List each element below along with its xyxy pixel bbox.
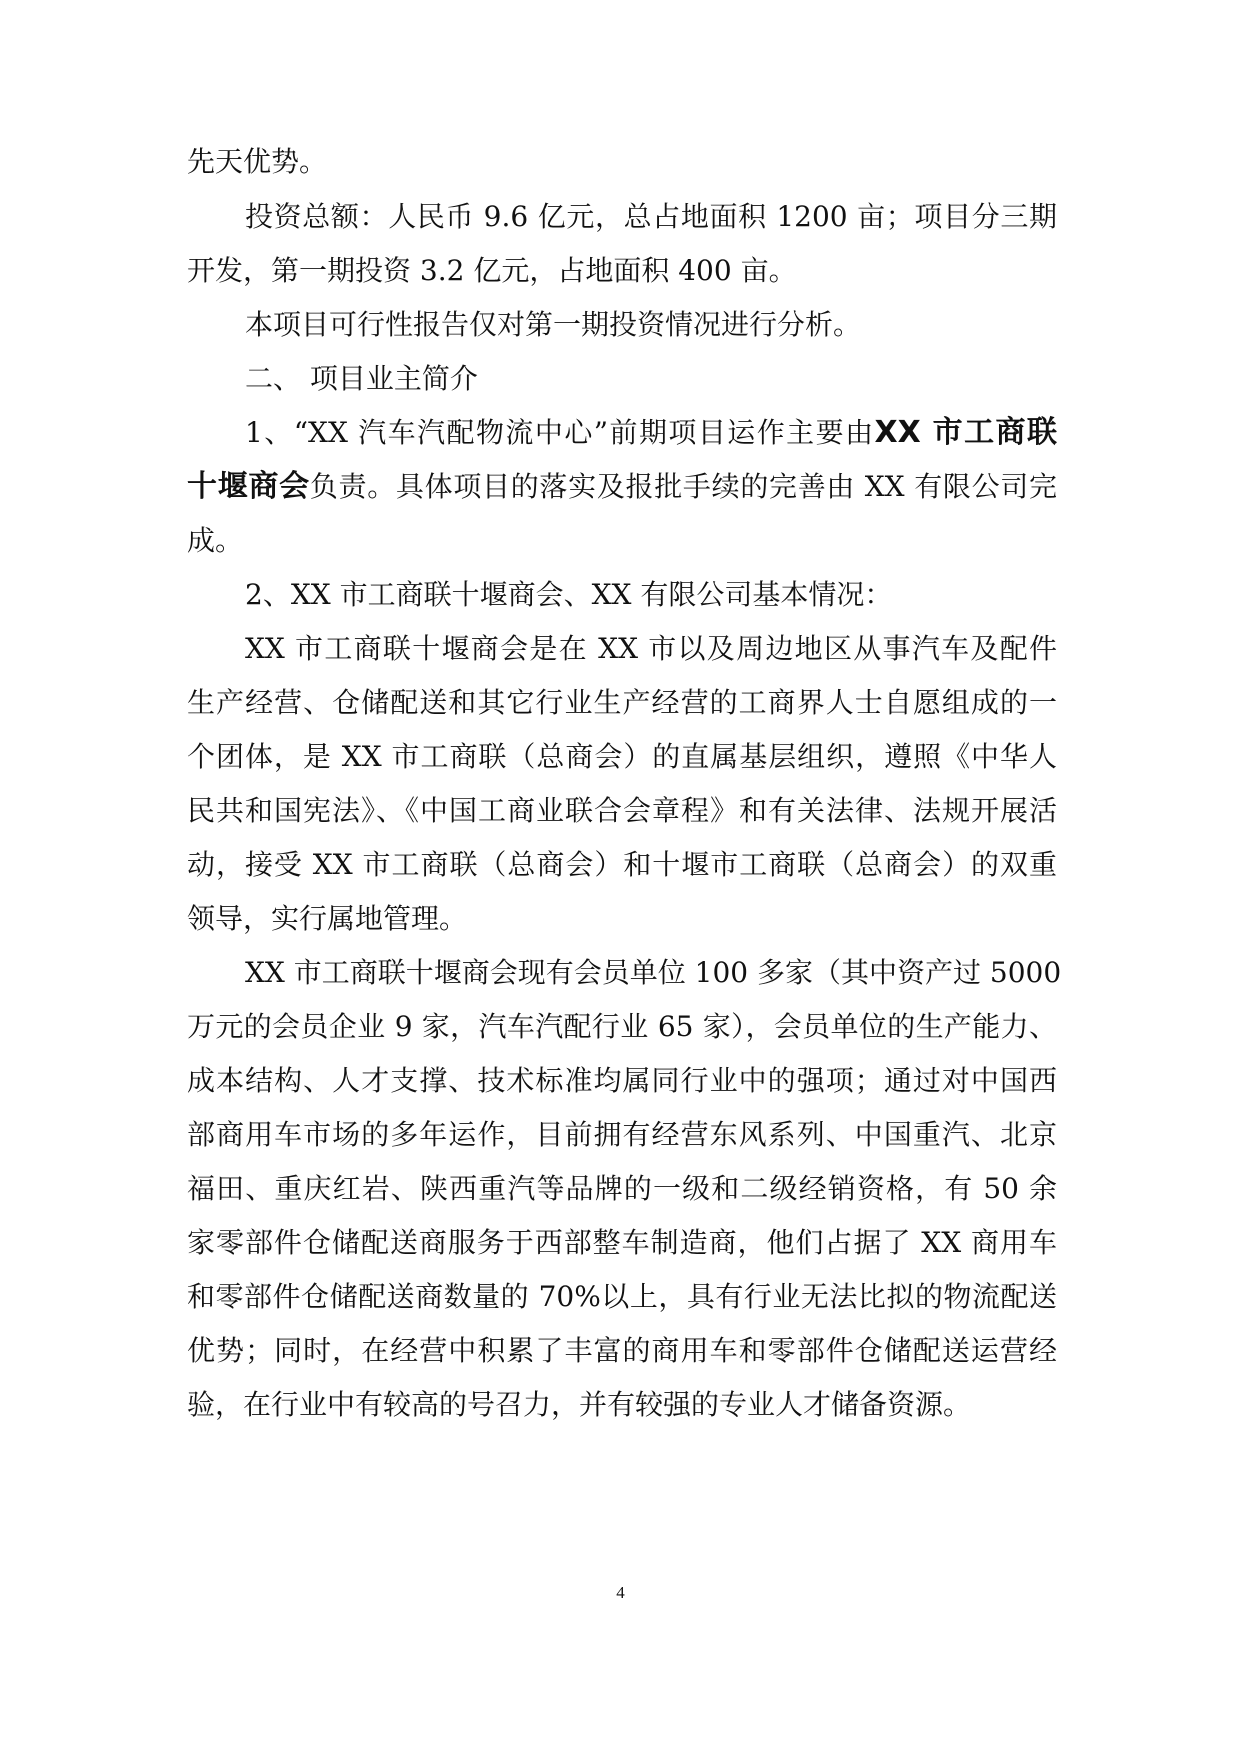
paragraph-line: 验，在行业中有较高的号召力，并有较强的专业人才储备资源。 (187, 1388, 972, 1421)
paragraph-line: XX 市工商联十堰商会是在 XX 市以及周边地区从事汽车及配件 (245, 632, 1057, 665)
paragraph-text: 1、“XX 汽车汽配物流中心”前期项目运作主要由 (245, 416, 875, 449)
paragraph-line: 成本结构、人才支撑、技术标准均属同行业中的强项；通过对中国西 (187, 1064, 1057, 1097)
paragraph-line: 动，接受 XX 市工商联（总商会）和十堰市工商联（总商会）的双重 (187, 848, 1057, 881)
paragraph-line: 成。 (187, 524, 244, 557)
paragraph-line: 家零部件仓储配送商服务于西部整车制造商，他们占据了 XX 商用车 (187, 1226, 1057, 1259)
paragraph-text: 负责。具体项目的落实及报批手续的完善由 XX 有限公司完 (309, 470, 1058, 503)
emphasis-text: 十堰商会 (187, 469, 310, 504)
paragraph-line: XX 市工商联十堰商会现有会员单位 100 多家（其中资产过 5000 (245, 956, 1062, 989)
paragraph-line: 2、XX 市工商联十堰商会、XX 有限公司基本情况： (245, 578, 893, 611)
emphasis-text: XX 市工商联 (874, 415, 1057, 450)
paragraph-line: 生产经营、仓储配送和其它行业生产经营的工商界人士自愿组成的一 (187, 686, 1057, 719)
paragraph-line: 先天优势。 (187, 145, 328, 178)
paragraph-line: 优势；同时，在经营中积累了丰富的商用车和零部件仓储配送运营经 (187, 1334, 1057, 1367)
paragraph-line: 开发，第一期投资 3.2 亿元，占地面积 400 亩。 (187, 254, 797, 287)
page-number: 4 (616, 1583, 625, 1602)
paragraph-line: 个团体，是 XX 市工商联（总商会）的直属基层组织，遵照《中华人 (187, 740, 1057, 773)
paragraph-line: 福田、重庆红岩、陕西重汽等品牌的一级和二级经销资格，有 50 余 (187, 1172, 1057, 1205)
paragraph-line: 投资总额：人民币 9.6 亿元，总占地面积 1200 亩；项目分三期 (245, 200, 1057, 233)
paragraph-line (187, 461, 1057, 513)
paragraph-line: 和零部件仓储配送商数量的 70%以上，具有行业无法比拟的物流配送 (187, 1280, 1057, 1313)
section-heading: 二、 项目业主简介 (245, 362, 478, 395)
paragraph-line: 万元的会员企业 9 家，汽车汽配行业 65 家），会员单位的生产能力、 (187, 1010, 1057, 1043)
paragraph-line: 领导，实行属地管理。 (187, 902, 468, 935)
paragraph-line: 本项目可行性报告仅对第一期投资情况进行分析。 (245, 308, 862, 341)
paragraph-line: 民共和国宪法》、《中国工商业联合会章程》和有关法律、法规开展活 (187, 794, 1057, 827)
paragraph-line (245, 407, 1057, 459)
paragraph-line: 部商用车市场的多年运作，目前拥有经营东风系列、中国重汽、北京 (187, 1118, 1057, 1151)
